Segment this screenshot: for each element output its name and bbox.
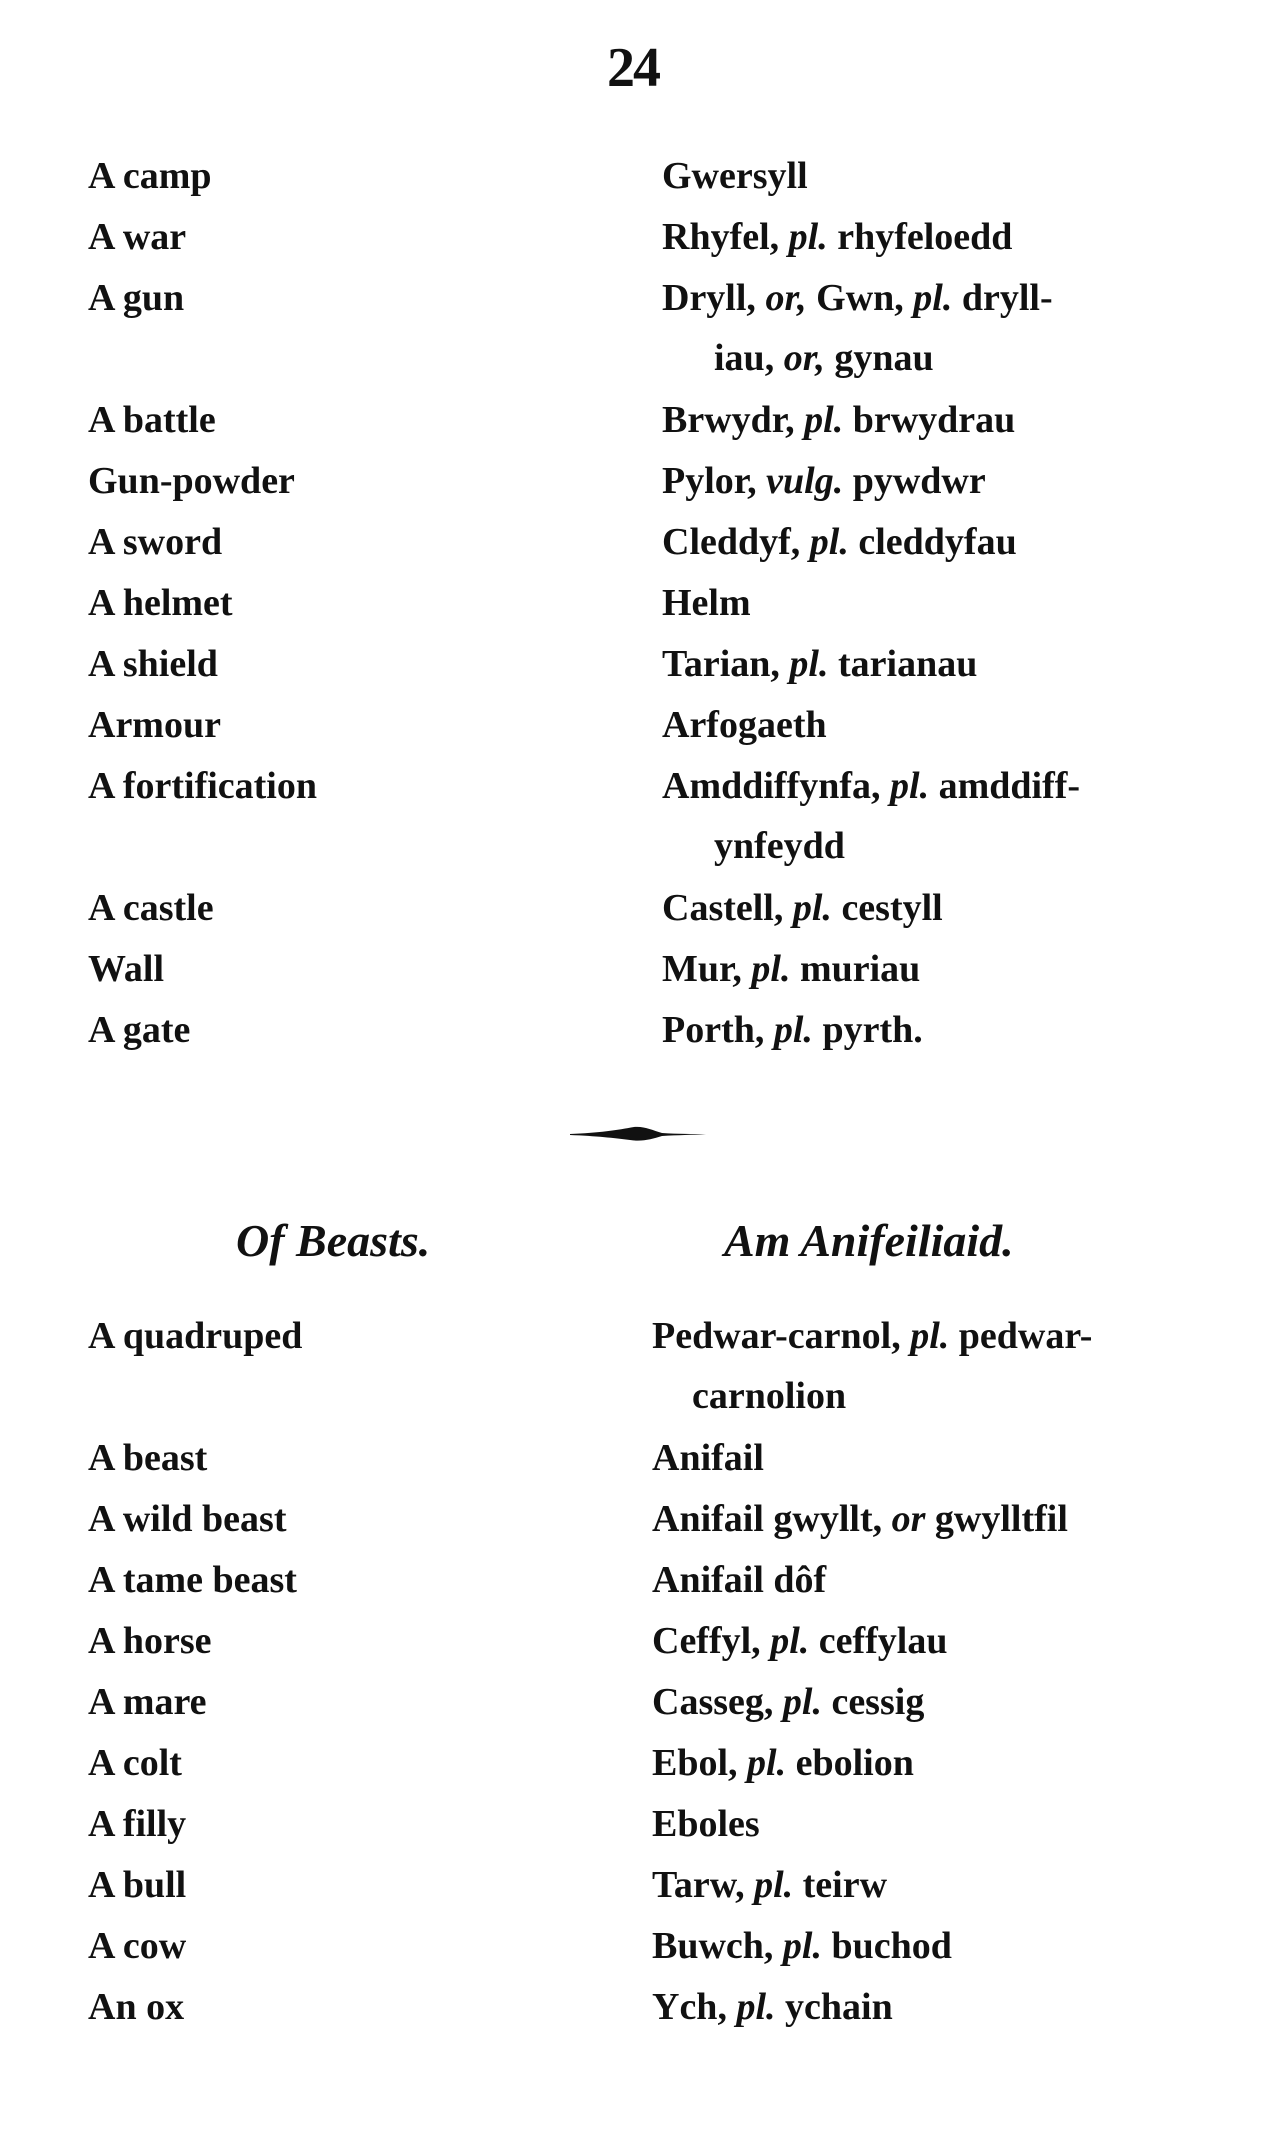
welsh-term — [662, 207, 1202, 267]
welsh-term — [662, 390, 1202, 450]
welsh-word: Casseg, — [652, 1681, 783, 1723]
english-term: A beast — [88, 1437, 208, 1479]
welsh-word: Anifail dôf — [652, 1559, 827, 1601]
plural-abbr: pl. — [736, 1986, 776, 2028]
plural-abbr: pl. — [747, 1742, 787, 1784]
welsh-term — [652, 1428, 1192, 1488]
welsh-plural: pyrth. — [812, 1009, 923, 1051]
welsh-word: Anifail — [652, 1437, 764, 1479]
or-abbr: or, — [765, 277, 807, 319]
english-term: Wall — [88, 948, 165, 990]
welsh-word-alt: Gwn, — [806, 277, 914, 319]
welsh-word: Pylor, — [662, 460, 767, 502]
english-term: An ox — [88, 1986, 185, 2028]
welsh-plural: cleddyfau — [848, 521, 1017, 563]
welsh-term — [662, 268, 1202, 388]
welsh-term — [662, 451, 1202, 511]
plural-abbr: pl. — [910, 1315, 950, 1357]
plural-abbr: pl. — [773, 1009, 813, 1051]
english-term: A filly — [88, 1803, 187, 1845]
welsh-word: Buwch, — [652, 1925, 783, 1967]
welsh-term — [652, 1794, 1192, 1854]
welsh-continuation: ynfeydd — [714, 825, 845, 867]
welsh-plural: teirw — [793, 1864, 888, 1906]
welsh-vulgar: pywdwr — [843, 460, 986, 502]
welsh-term — [662, 573, 1202, 633]
welsh-plural: tarianau — [828, 643, 978, 685]
welsh-term — [662, 1000, 1202, 1060]
welsh-term — [652, 1672, 1192, 1732]
welsh-plural: dryll- — [952, 277, 1053, 319]
welsh-word: Tarian, — [662, 643, 790, 685]
welsh-term — [652, 1489, 1192, 1549]
welsh-term — [652, 1855, 1192, 1915]
welsh-word: Amddiffynfa, — [662, 765, 891, 807]
english-term: A gun — [88, 277, 185, 319]
welsh-word: Castell, — [662, 887, 793, 929]
welsh-word: Porth, — [662, 1009, 774, 1051]
plural-abbr: pl. — [890, 765, 930, 807]
welsh-plural: cessig — [821, 1681, 925, 1723]
english-term: A helmet — [88, 582, 233, 624]
plural-abbr: pl. — [809, 521, 849, 563]
plural-abbr: pl. — [804, 399, 844, 441]
welsh-word: Helm — [662, 582, 751, 624]
welsh-term — [652, 1611, 1192, 1671]
welsh-word: Pedwar-carnol, — [652, 1315, 911, 1357]
welsh-word: Tarw, — [652, 1864, 755, 1906]
plural-abbr: pl. — [913, 277, 953, 319]
welsh-word: Eboles — [652, 1803, 760, 1845]
welsh-continuation — [662, 328, 1202, 388]
welsh-plural: ebolion — [786, 1742, 914, 1784]
ornamental-divider — [568, 1124, 708, 1144]
welsh-plural: ychain — [775, 1986, 893, 2028]
welsh-term — [662, 939, 1202, 999]
english-term: A war — [88, 216, 187, 258]
welsh-plural-alt: gynau — [824, 337, 934, 379]
english-term: A gate — [88, 1009, 191, 1051]
section-heading-welsh: Am Anifeiliaid. — [724, 1215, 1014, 1266]
plural-abbr: pl. — [754, 1864, 794, 1906]
welsh-word: Ebol, — [652, 1742, 748, 1784]
english-term: A bull — [88, 1864, 187, 1906]
plural-abbr: pl. — [789, 643, 829, 685]
welsh-continuation: carnolion — [692, 1375, 847, 1417]
welsh-term — [662, 878, 1202, 938]
welsh-plural: muriau — [790, 948, 921, 990]
welsh-term — [662, 634, 1202, 694]
or-abbr: or — [891, 1498, 926, 1540]
english-term: A horse — [88, 1620, 212, 1662]
welsh-term — [662, 756, 1202, 876]
welsh-word: Arfogaeth — [662, 704, 827, 746]
welsh-word: Gwersyll — [662, 155, 808, 197]
welsh-word: Cleddyf, — [662, 521, 810, 563]
english-term: A tame beast — [88, 1559, 297, 1601]
or-abbr: or, — [783, 337, 825, 379]
english-term: A quadruped — [88, 1315, 303, 1357]
welsh-plural: buchod — [821, 1925, 952, 1967]
welsh-word: Dryll, — [662, 277, 766, 319]
welsh-term — [652, 1977, 1192, 2037]
welsh-plural: pedwar- — [949, 1315, 1093, 1357]
welsh-word-alt: gwylltfil — [925, 1498, 1068, 1540]
plural-abbr: pl. — [751, 948, 791, 990]
welsh-term — [652, 1733, 1192, 1793]
welsh-plural: cestyll — [831, 887, 943, 929]
english-term: Armour — [88, 704, 221, 746]
welsh-plural: ceffylau — [809, 1620, 948, 1662]
welsh-word: Mur, — [662, 948, 752, 990]
welsh-plural-cont: iau, — [714, 337, 784, 379]
english-term: A fortification — [88, 765, 318, 807]
vulgar-abbr: vulg. — [766, 460, 844, 502]
welsh-term — [652, 1306, 1192, 1426]
english-term: Gun-powder — [88, 460, 295, 502]
plural-abbr: pl. — [788, 216, 828, 258]
welsh-term — [662, 695, 1202, 755]
welsh-term — [652, 1916, 1192, 1976]
english-term: A camp — [88, 155, 212, 197]
english-term: A sword — [88, 521, 223, 563]
welsh-word: Ych, — [652, 1986, 737, 2028]
welsh-word: Brwydr, — [662, 399, 805, 441]
section-heading-english: Of Beasts. — [236, 1215, 431, 1266]
plural-abbr: pl. — [792, 887, 832, 929]
welsh-term — [652, 1550, 1192, 1610]
welsh-word: Rhyfel, — [662, 216, 789, 258]
english-term: A cow — [88, 1925, 187, 1967]
plural-abbr: pl. — [782, 1681, 822, 1723]
english-term: A mare — [88, 1681, 207, 1723]
english-term: A wild beast — [88, 1498, 287, 1540]
welsh-plural: amddiff- — [929, 765, 1081, 807]
welsh-term — [662, 146, 1202, 206]
plural-abbr: pl. — [782, 1925, 822, 1967]
welsh-term — [662, 512, 1202, 572]
english-term: A castle — [88, 887, 214, 929]
english-term: A battle — [88, 399, 216, 441]
english-term: A shield — [88, 643, 218, 685]
welsh-plural: brwydrau — [843, 399, 1016, 441]
welsh-word: Ceffyl, — [652, 1620, 771, 1662]
welsh-word: Anifail gwyllt, — [652, 1498, 892, 1540]
welsh-plural: rhyfeloedd — [827, 216, 1013, 258]
english-term: A colt — [88, 1742, 182, 1784]
page-number: 24 — [607, 37, 659, 99]
plural-abbr: pl. — [770, 1620, 810, 1662]
